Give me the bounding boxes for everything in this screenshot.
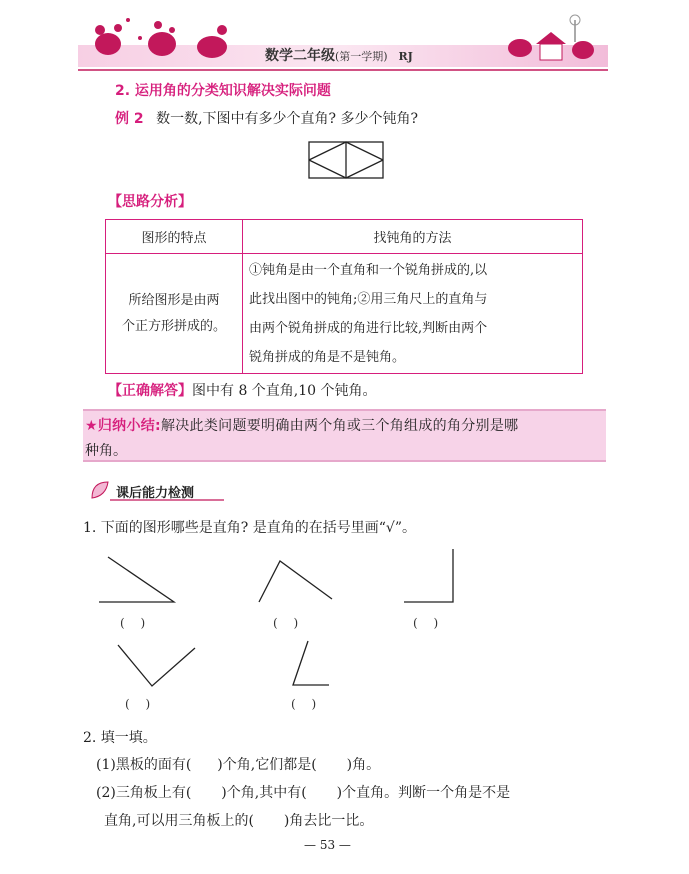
header-decoration [0, 0, 689, 80]
summary-line-2: 种角。 [85, 443, 127, 459]
practice-badge [86, 478, 226, 504]
table-header-cell: 找钝角的方法 [243, 220, 583, 254]
answer-text: 图中有 8 个直角,10 个钝角。 [192, 383, 377, 399]
practice-badge-text: 课后能力检测 [116, 486, 195, 501]
header-title [265, 45, 413, 65]
example-label: 例 2 [115, 111, 144, 127]
features-line: 个正方形拼成的。 [121, 318, 226, 334]
table-header-cell: 图形的特点 [106, 220, 243, 254]
example-2 [115, 108, 418, 128]
q2-2-part-c: )个直角。判断一个角是不是 [336, 785, 511, 801]
angle-figure-3 [404, 549, 453, 602]
q2-1-part-b: )个角,它们都是( [217, 757, 317, 773]
example-text: 数一数,下图中有多少个直角? 多少个钝角? [156, 111, 418, 127]
summary-text-1: 解决此类问题要明确由两个角或三个角组成的角分别是哪 [160, 418, 519, 434]
q2-3-part-a: 直角,可以用三角板上的( [104, 813, 254, 829]
summary-box [83, 409, 606, 462]
analysis-label: 【思路分析】 [108, 194, 192, 210]
q2-2-part-b: )个角,其中有( [221, 785, 307, 801]
leaf-icon [92, 482, 108, 498]
method-line: ①钝角是由一个直角和一个锐角拼成的,以 [249, 262, 488, 278]
header-title-main: 数学二年级 [265, 48, 335, 64]
method-line: 由两个锐角拼成的角进行比较,判断由两个 [249, 320, 488, 336]
header-banner [0, 0, 689, 80]
question-2: 2. 填一填。 [83, 730, 157, 746]
answer-bracket[interactable]: ( ) [120, 616, 146, 630]
summary-line-1 [85, 415, 518, 435]
answer-label: 【正确解答】 [108, 383, 192, 399]
table-cell-method [243, 254, 583, 374]
example-figure [308, 141, 384, 179]
table-cell-features [106, 254, 243, 374]
method-line: 锐角拼成的角是不是钝角。 [249, 349, 406, 365]
question-2-1 [96, 754, 380, 774]
answer-bracket[interactable]: ( ) [273, 616, 299, 630]
summary-label: ★归纳小结: [85, 418, 161, 434]
method-line: 此找出图中的钝角;②用三角尺上的直角与 [249, 291, 488, 307]
correct-answer [108, 380, 377, 400]
answer-bracket[interactable]: ( ) [291, 697, 317, 711]
angle-figure-4 [118, 645, 195, 686]
angle-figure-2 [259, 561, 332, 602]
analysis-table [105, 219, 583, 374]
question-1: 1. 下面的图形哪些是直角? 是直角的在括号里画“√”。 [83, 520, 416, 536]
q2-3-part-b: )角去比一比。 [283, 813, 374, 829]
flower-ornament-left [95, 18, 227, 58]
angle-figure-1 [99, 557, 174, 602]
q2-1-part-c: )角。 [346, 757, 381, 773]
house-ornament-right [508, 15, 594, 60]
answer-bracket[interactable]: ( ) [413, 616, 439, 630]
angle-figure-5 [293, 641, 329, 685]
question-2-3 [104, 810, 373, 830]
answer-bracket[interactable]: ( ) [125, 697, 151, 711]
question-2-2 [96, 782, 510, 802]
q2-1-part-a: (1)黑板的面有( [96, 757, 192, 773]
q2-2-part-a: (2)三角板上有( [96, 785, 192, 801]
section-heading: 2. 运用角的分类知识解决实际问题 [115, 83, 331, 99]
header-title-edition: RJ [398, 50, 413, 63]
page-number: — 53 — [304, 838, 351, 852]
features-line: 所给图形是由两 [128, 292, 220, 308]
header-title-term: (第一学期) [335, 50, 388, 63]
